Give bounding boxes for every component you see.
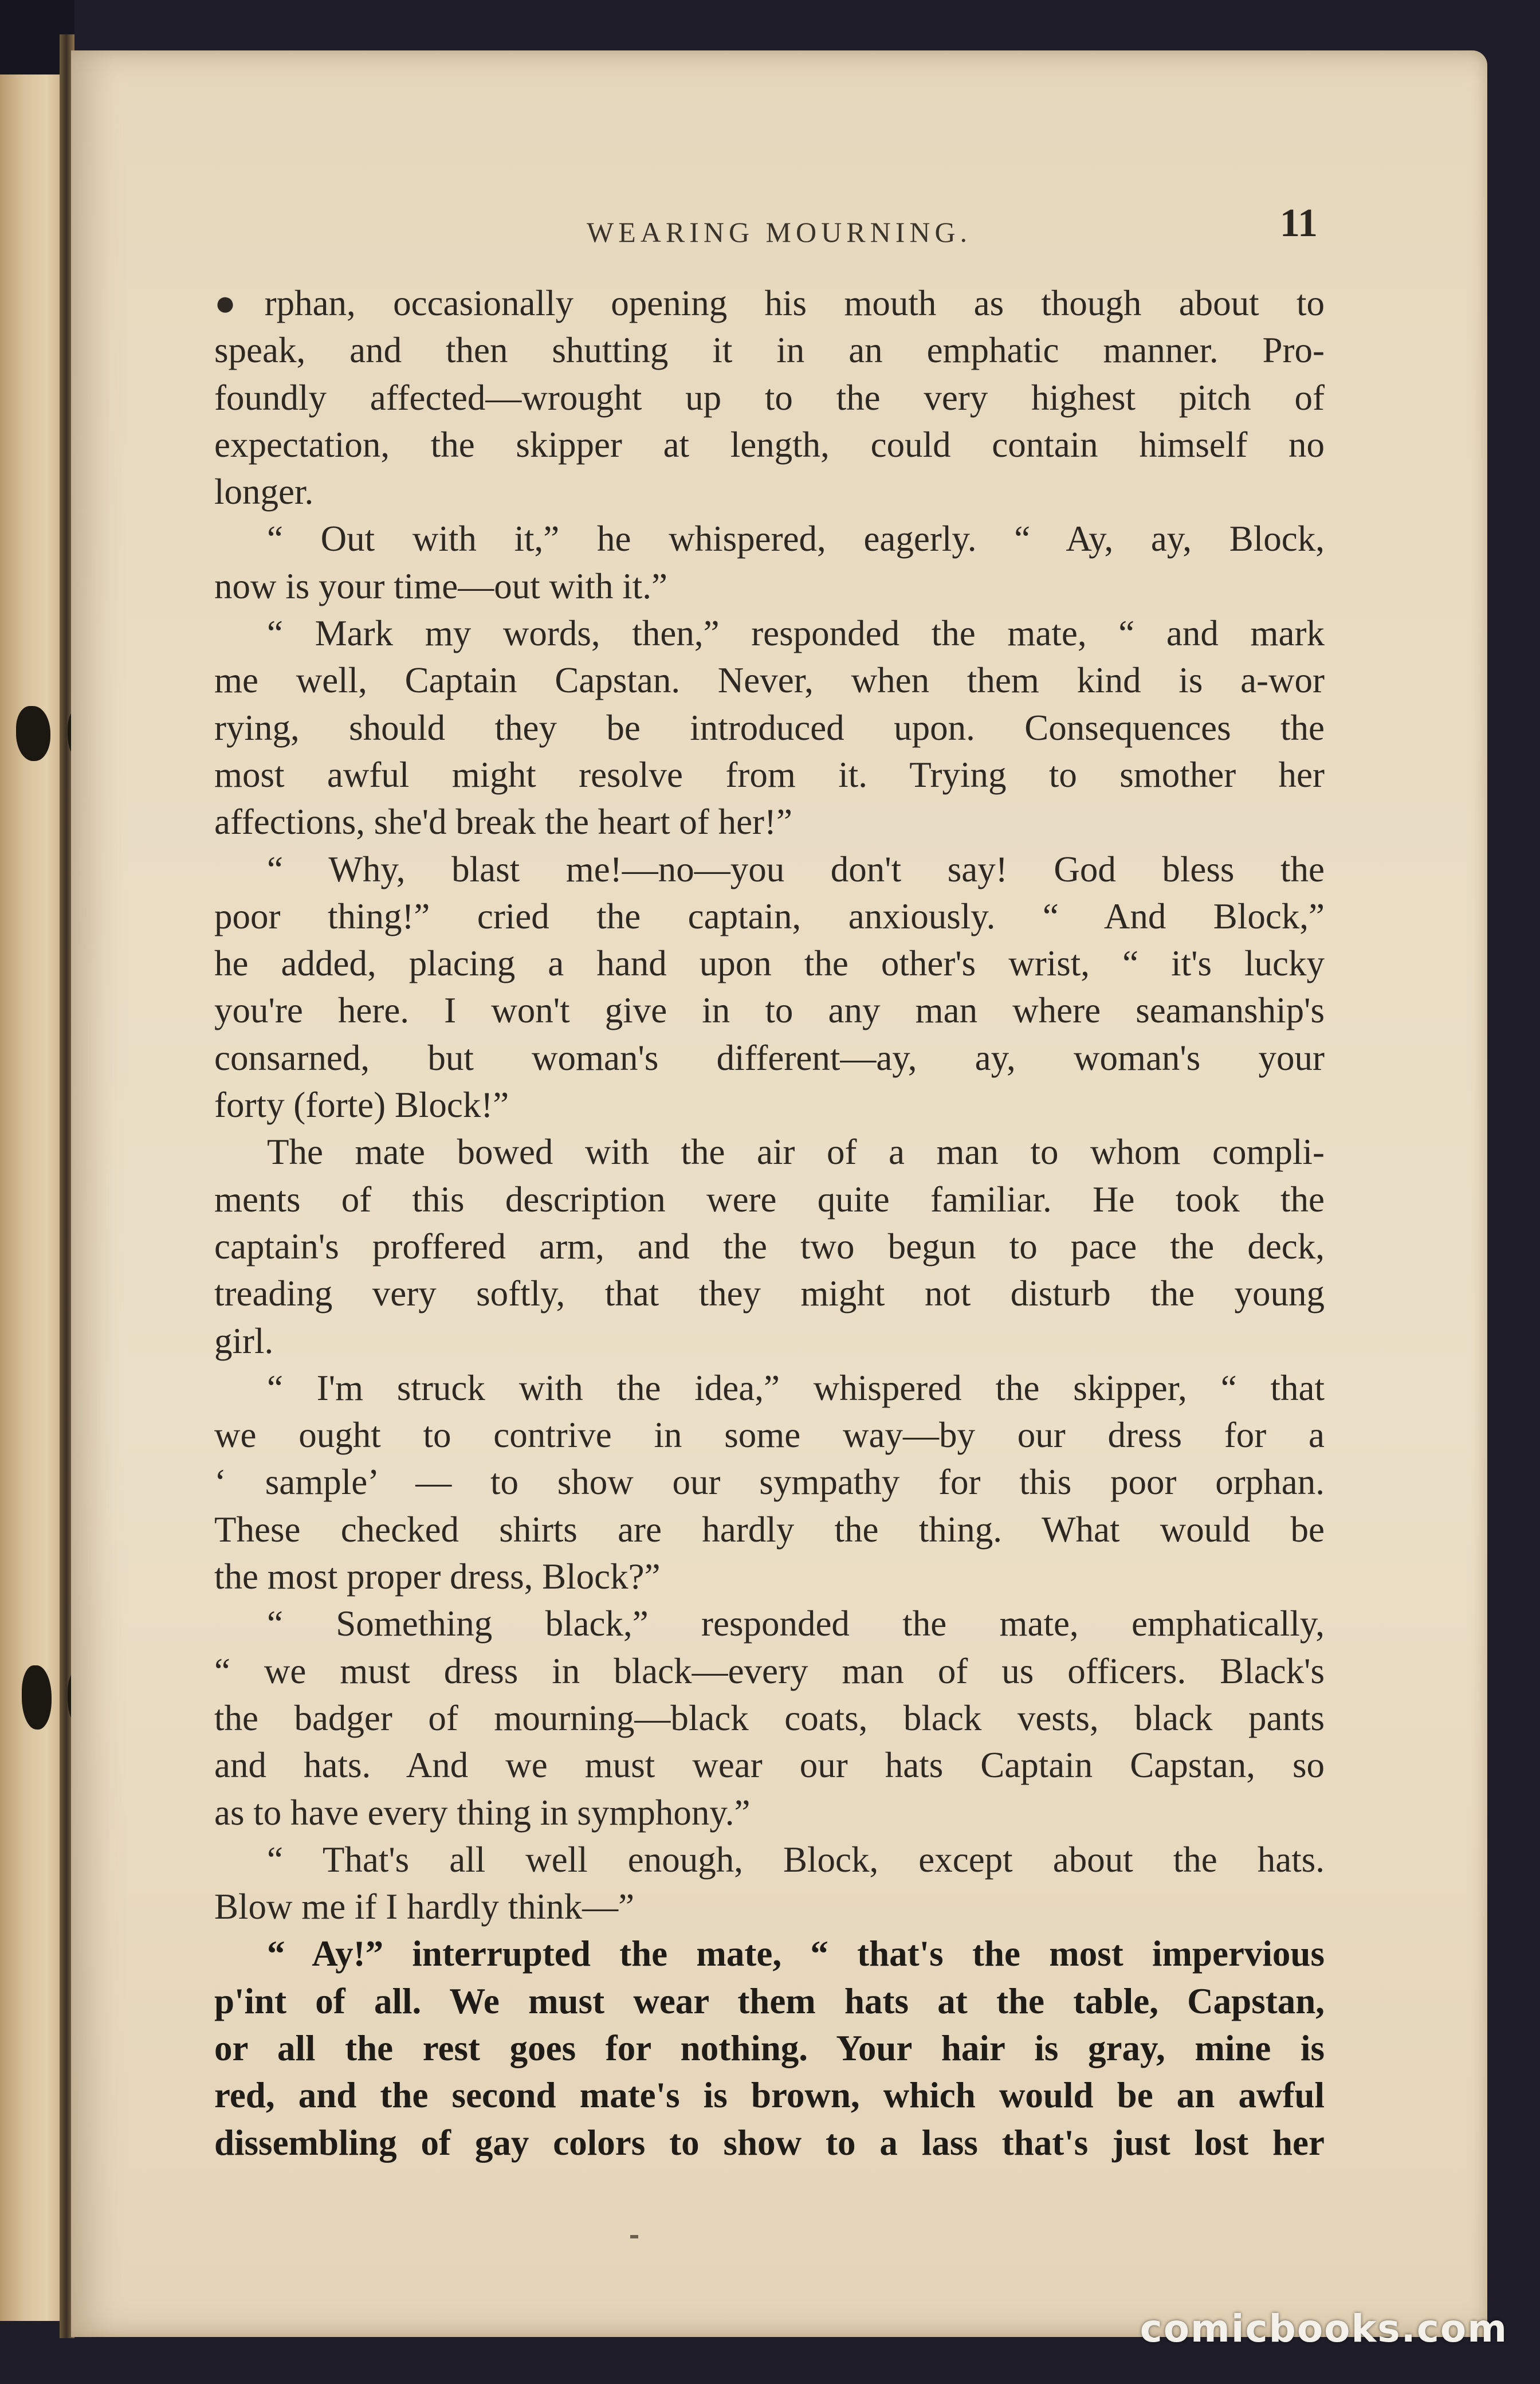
text-line: me well, Captain Capstan. Never, when them kind is a-wor: [214, 660, 1325, 701]
text-line: The mate bowed with the air of a man to whom compli-: [267, 1132, 1325, 1173]
left-facing-page-edge: [0, 40, 62, 2321]
text-line: These checked shirts are hardly the thing. What would be: [214, 1509, 1325, 1550]
text-line: the most proper dress, Block?”: [214, 1556, 661, 1597]
text-line: speak, and then shutting it in an emphatic manner. Pro-: [214, 330, 1325, 371]
text-line: expectation, the skipper at length, could contain himself no: [214, 424, 1325, 465]
text-line: consarned, but woman's different—ay, ay, woman's your: [214, 1037, 1325, 1078]
running-head: [71, 201, 1487, 264]
text-line: foundly affected—wrought up to the very highest pitch of: [214, 377, 1325, 418]
text-line: “ we must dress in black—every man of us officers. Black's: [214, 1650, 1325, 1691]
text-line: girl.: [214, 1320, 274, 1361]
text-line: “ Something black,” responded the mate, emphatically,: [267, 1603, 1325, 1644]
text-line: ●rphan, occasionally opening his mouth as though about to: [214, 283, 1325, 323]
watermark: comicbooks.com: [1140, 2307, 1508, 2351]
text-line: dissembling of gay colors to show to a lass that's just lost her: [214, 2122, 1325, 2163]
page-smudge: [630, 2235, 638, 2238]
text-line: poor thing!” cried the captain, anxiously. “ And Block,”: [214, 896, 1325, 936]
text-line: Blow me if I hardly think—”: [214, 1887, 635, 1927]
text-line: p'int of all. We must wear them hats at the table, Capstan,: [214, 1981, 1325, 2021]
text-line: “ Why, blast me!—no—you don't say! God bless the: [267, 849, 1325, 889]
text-line: red, and the second mate's is brown, which would be an awful: [214, 2075, 1325, 2116]
body-text: [214, 280, 1325, 2166]
text-line: longer.: [214, 472, 314, 512]
running-title: WEARING MOURNING.: [587, 216, 972, 248]
text-line: ‘ sample’ — to show our sympathy for this poor orphan.: [214, 1462, 1325, 1503]
text-line: the badger of mourning—black coats, black vests, black pants: [214, 1697, 1325, 1738]
text-line: “ I'm struck with the idea,” whispered the skipper, “ that: [267, 1367, 1325, 1408]
text-line: treading very softly, that they might not disturb the young: [214, 1273, 1325, 1314]
text-line: “ Mark my words, then,” responded the mate, “ and mark: [267, 613, 1325, 654]
text-line: “ That's all well enough, Block, except about the hats.: [267, 1839, 1325, 1880]
text-line: most awful might resolve from it. Trying to smother her: [214, 754, 1325, 795]
text-line: now is your time—out with it.”: [214, 566, 667, 606]
text-line: he added, placing a hand upon the other's wrist, “ it's lucky: [214, 943, 1325, 984]
text-line: as to have every thing in symphony.”: [214, 1792, 751, 1833]
binding-hole-mark: [16, 706, 50, 761]
text-line: and hats. And we must wear our hats Captain Capstan, so: [214, 1745, 1325, 1786]
text-line: or all the rest goes for nothing. Your hair is gray, mine is: [214, 2028, 1325, 2068]
text-line: “ Ay!” interrupted the mate, “ that's the most impervious: [267, 1934, 1325, 1974]
text-line: we ought to contrive in some way—by our dress for a: [214, 1415, 1325, 1456]
text-line: affections, she'd break the heart of her!”: [214, 802, 792, 842]
binding-hole-mark: [22, 1665, 52, 1730]
text-line: “ Out with it,” he whispered, eagerly. “ Ay, ay, Block,: [267, 519, 1325, 559]
text-line: forty (forte) Block!”: [214, 1085, 509, 1126]
text-line: ments of this description were quite familiar. He took the: [214, 1179, 1325, 1220]
text-line: rying, should they be introduced upon. Consequences the: [214, 707, 1325, 748]
text-line: captain's proffered arm, and the two begun to pace the deck,: [214, 1226, 1325, 1266]
book-page: [71, 50, 1487, 2337]
page-number: 11: [1279, 201, 1318, 245]
text-line: you're here. I won't give in to any man where seamanship's: [214, 990, 1325, 1031]
